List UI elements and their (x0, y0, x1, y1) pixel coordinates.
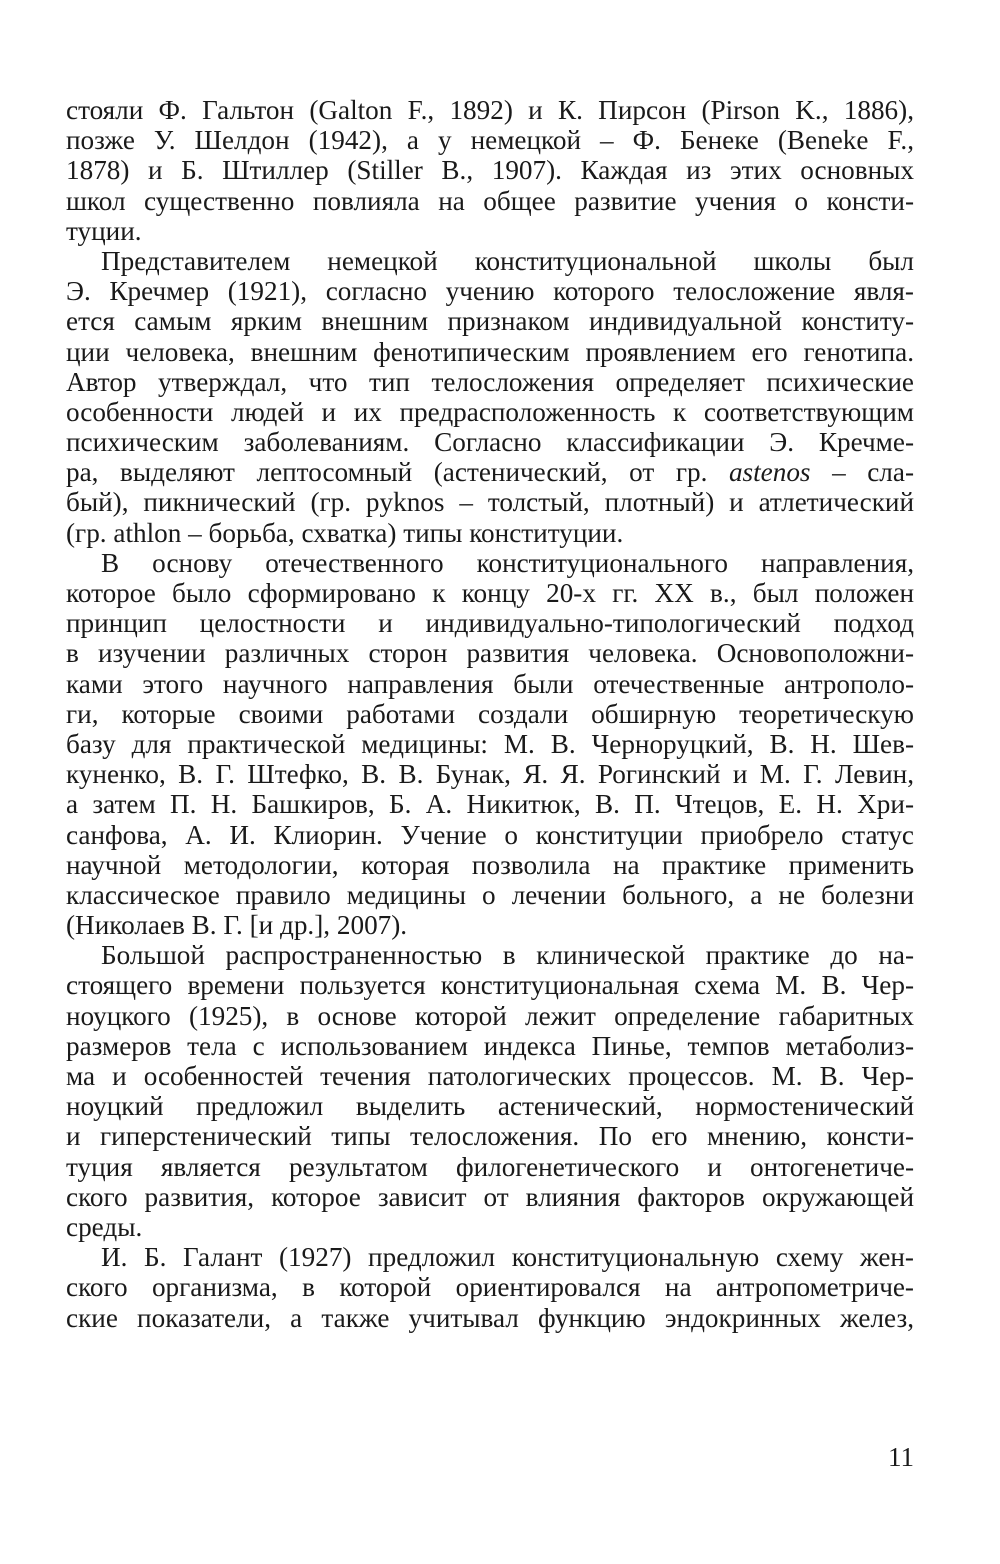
paragraph (66, 1242, 914, 1333)
text-line: психическим заболеваниям. Согласно классификации Э. Кречме- (66, 427, 914, 458)
paragraph (66, 940, 914, 1242)
text-line: стоящего времени пользуется конституциональная схема М. В. Чер- (66, 970, 914, 1001)
text-line: Большой распространенностью в клинической практике до на- (101, 940, 914, 971)
text-line: ками этого научного направления были отечественные антрополо- (66, 668, 914, 699)
text-line: Э. Кречмер (1921), согласно учению которого телосложение явля- (66, 276, 914, 307)
text-line: Автор утверждал, что тип телосложения определяет психические (66, 366, 914, 397)
paragraph (66, 548, 914, 940)
text-line: ского организма, в которой ориентировался на антропометриче- (66, 1272, 914, 1303)
text-line: бый), пикнический (гр. pyknos – толстый, плотный) и атлетический (66, 487, 914, 518)
text-line: туции. (66, 215, 142, 246)
text-line: особенности людей и их предрасположенность к соответствующим (66, 396, 914, 427)
text-line: и гиперстенический типы телосложения. По его мнению, консти- (66, 1121, 914, 1152)
text-line: куненко, В. Г. Штефко, В. В. Бунак, Я. Я. Рогинский и М. Г. Левин, (66, 759, 914, 790)
text-line: позже У. Шелдон (1942), а у немецкой – Ф. Бенеке (Beneke F., (66, 125, 914, 156)
text-line: среды. (66, 1211, 143, 1242)
text-line: ется самым ярким внешним признаком индивидуальной конститу- (66, 306, 914, 337)
text-line: в изучении различных сторон развития человека. Основоположни- (66, 638, 914, 669)
text-line: (Николаев В. Г. [и др.], 2007). (66, 910, 408, 941)
text-line: ского развития, которое зависит от влияния факторов окружающей (66, 1181, 914, 1212)
text-line: ги, которые своими работами создали обширную теоретическую (66, 698, 914, 729)
text-line: (гр. athlon – борьба, схватка) типы конституции. (66, 517, 624, 548)
text-line: а затем П. Н. Башкиров, Б. А. Никитюк, В. П. Чтецов, Е. Н. Хри- (66, 789, 914, 820)
text-line: И. Б. Галант (1927) предложил конституциональную схему жен- (101, 1242, 914, 1273)
text-line: ма и особенностей течения патологических процессов. М. В. Чер- (66, 1061, 914, 1091)
text-line: размеров тела с использованием индекса Пинье, темпов метаболиз- (66, 1030, 914, 1061)
text-line: научной методологии, которая позволила на практике применить (66, 849, 914, 880)
text-line: ра, выделяют лептосомный (астенический, от гр. astenos – сла- (66, 457, 914, 488)
text-line: ноуцкого (1925), в основе которой лежит определение габаритных (66, 1000, 914, 1031)
text-line: классическое правило медицины о лечении больного, а не болезни (66, 879, 914, 910)
text-line: ские показатели, а также учитывал функцию эндокринных желез, (66, 1302, 914, 1333)
page-number: 11 (888, 1442, 914, 1472)
text-line: принцип целостности и индивидуально-типологический подход (66, 608, 914, 639)
text-line: школ существенно повлияла на общее развитие учения о консти- (66, 185, 914, 216)
paragraph (66, 95, 914, 246)
text-line: базу для практической медицины: М. В. Черноруцкий, В. Н. Шев- (66, 728, 914, 759)
text-line: которое было сформировано к концу 20-х гг. XX в., был положен (66, 578, 914, 608)
paragraph (66, 246, 914, 548)
text-line: В основу отечественного конституционального направления, (101, 547, 914, 578)
text-line: санфова, А. И. Клиорин. Учение о конституции приобрело статус (66, 819, 914, 850)
text-line: ции человека, внешним фенотипическим проявлением его генотипа. (66, 336, 914, 367)
text-line: ноуцкий предложил выделить астенический, нормостенический (66, 1091, 914, 1122)
text-line: стояли Ф. Гальтон (Galton F., 1892) и К. Пирсон (Pirson K., 1886), (66, 95, 914, 125)
page-body (66, 95, 914, 1333)
text-line: 1878) и Б. Штиллер (Stiller B., 1907). Каждая из этих основных (66, 155, 914, 186)
text-line: туция является результатом филогенетического и онтогенетиче- (66, 1151, 914, 1182)
text-line: Представителем немецкой конституциональной школы был (101, 245, 914, 276)
